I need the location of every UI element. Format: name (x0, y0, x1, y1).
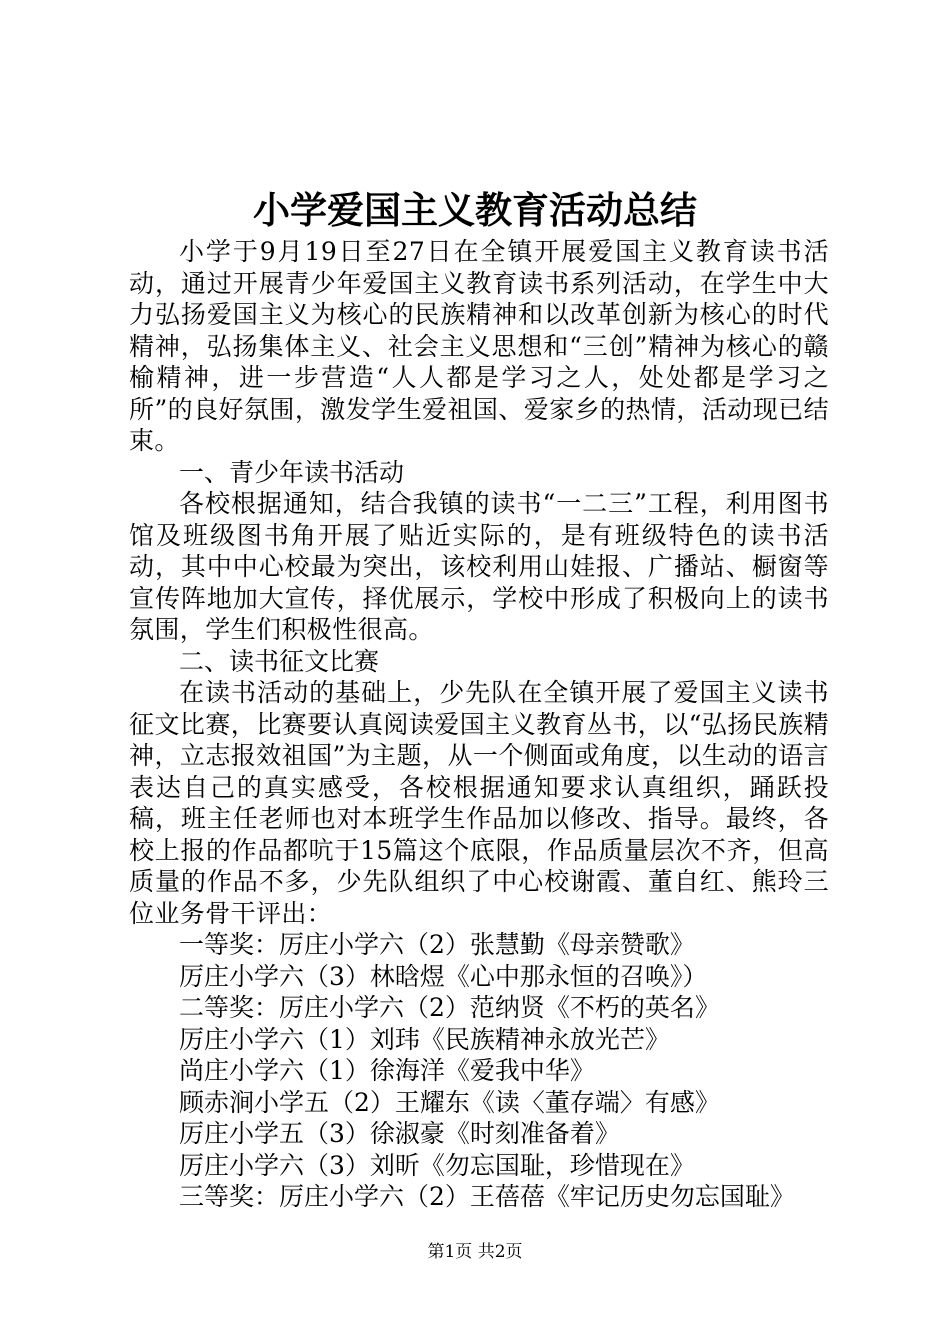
award-item: 尚庄小学六（1）徐海洋《爱我中华》 (179, 1056, 595, 1085)
award-item: 三等奖：厉庄小学六（2）王蓓蓓《牢记历史勿忘国耻》 (179, 1182, 795, 1211)
document-body (129, 236, 829, 1213)
award-item: 厉庄小学六（3）林晗煜《心中那永恒的召唤》） (179, 961, 708, 991)
section-heading-reading-activity: 一、青少年读书活动 (179, 457, 405, 487)
award-item: 厉庄小学六（1）刘玮《民族精神永放光芒》 (179, 1024, 670, 1054)
award-item: 厉庄小学五（3）徐淑豪《时刻准备着》 (179, 1119, 620, 1148)
page-number-footer: 第1页 共2页 (427, 1242, 523, 1262)
section-paragraph-reading-activity: 各校根据通知，结合我镇的读书“一二三”工程，利用图书馆及班级图书角开展了贴近实际的，是有班级特色的读书活动，其中中心校最为突出，该校利用山娃报、广播站、橱窗等宣传阵地加大宣传，择优展示，学校中形成了积极向上的读书氛围，学生们积极性很高。 (129, 489, 829, 644)
award-item: 顾赤涧小学五（2）王耀东《读〈董存端〉有感》 (179, 1087, 720, 1117)
section-heading-essay-contest: 二、读书征文比赛 (179, 646, 380, 676)
award-item: 一等奖：厉庄小学六（2）张慧勤《母亲赞歌》 (179, 930, 695, 959)
section-paragraph-essay-contest: 在读书活动的基础上，少先队在全镇开展了爱国主义读书征文比赛，比赛要认真阅读爱国主义教育丛书，以“弘扬民族精神，立志报效祖国”为主题，从一个侧面或角度，以生动的语言表达自己的真实感受，各校根据通知要求认真组织，踊跃投稿，班主任老师也对本班学生作品加以修改、指导。最终，各校上报的作品都吭于15篇这个底限，作品质量层次不齐，但高质量的作品不多，少先队组织了中心校谢霞、董自红、熊玲三位业务骨干评出： (129, 678, 829, 928)
award-item: 厉庄小学六（3）刘昕《勿忘国耻，珍惜现在》 (179, 1150, 695, 1180)
award-item: 二等奖：厉庄小学六（2）范纳贤《不朽的英名》 (179, 993, 720, 1022)
document-title: 小学爱国主义教育活动总结 (253, 188, 697, 232)
award-list (129, 929, 829, 1213)
intro-paragraph: 小学于9月19日至27日在全镇开展爱国主义教育读书活动，通过开展青少年爱国主义教育读书系列活动，在学生中大力弘扬爱国主义为核心的民族精神和以改革创新为核心的时代精神，弘扬集体主义、社会主义思想和“三创”精神为核心的赣榆精神，进一步营造“人人都是学习之人，处处都是学习之所”的良好氛围，激发学生爱祖国、爱家乡的热情，活动现已结束。 (129, 237, 829, 455)
